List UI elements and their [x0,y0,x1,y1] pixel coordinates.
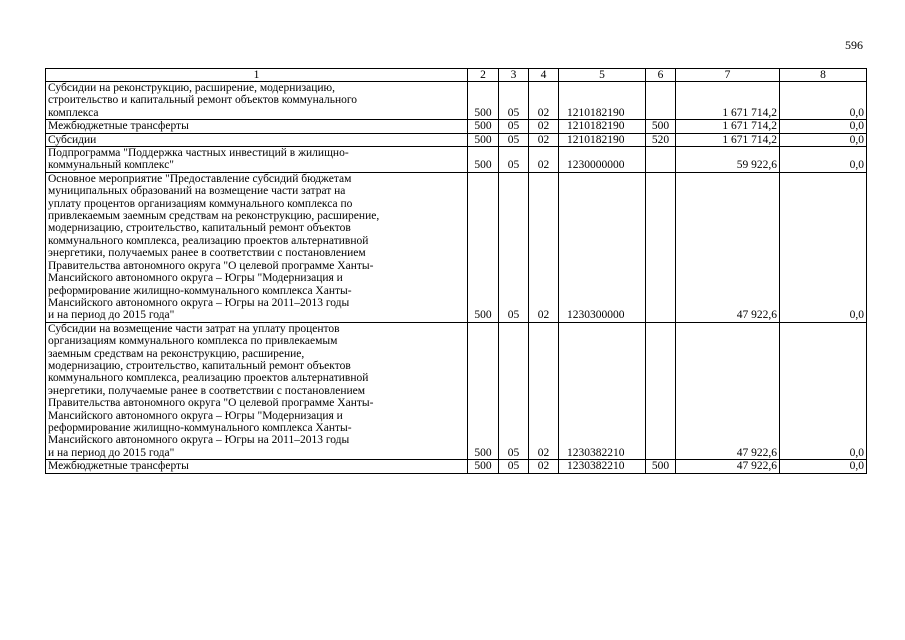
row-col4: 02 [529,322,559,459]
budget-table [45,68,867,474]
col-header-6: 6 [646,69,676,82]
row-col8: 0,0 [780,172,867,322]
row-col4: 02 [529,82,559,120]
row-col2: 500 [468,322,499,459]
row-col6: 500 [646,460,676,473]
row-col7: 47 922,6 [676,322,780,459]
row-col7: 1 671 714,2 [676,82,780,120]
row-col3: 05 [499,82,529,120]
col-header-1: 1 [46,69,468,82]
row-col6: 500 [646,120,676,133]
row-col4: 02 [529,120,559,133]
table-row [46,460,867,473]
row-col3: 05 [499,322,529,459]
row-name: Основное мероприятие "Предоставление субсидий бюджетам муниципальных образований на возмещение части затрат на уплату процентов организациям коммунального комплекса по привлекаемым заемным средствам на реконструкцию, расширение, модернизацию, строительство, капитальный ремонт объектов коммунального комплекса, реализацию проектов альтернативной энергетики, получаемых ранее в соответствии с постановлением Правительства автономного округа "О целевой программе Ханты- Мансийского автономного округа – Югры "Модернизация и реформирование жилищно-коммунального комплекса Ханты- Мансийского автономного округа – Югры на 2011–2013 годы и на период до 2015 года" [46,172,468,322]
col-header-7: 7 [676,69,780,82]
row-col8: 0,0 [780,133,867,146]
row-col2: 500 [468,133,499,146]
row-col5: 1210182190 [559,82,646,120]
row-col2: 500 [468,172,499,322]
row-col5: 1210182190 [559,120,646,133]
row-col4: 02 [529,133,559,146]
row-col3: 05 [499,147,529,173]
row-col8: 0,0 [780,120,867,133]
row-col4: 02 [529,172,559,322]
row-name: Субсидии [46,133,468,146]
table-header-row [46,69,867,82]
table-row [46,120,867,133]
row-col5: 1230300000 [559,172,646,322]
row-col4: 02 [529,147,559,173]
page-number: 596 [845,38,863,52]
row-col7: 47 922,6 [676,172,780,322]
row-col2: 500 [468,460,499,473]
col-header-5: 5 [559,69,646,82]
row-name: Межбюджетные трансферты [46,460,468,473]
row-name: Субсидии на возмещение части затрат на уплату процентов организациям коммунального комплекса по привлекаемым заемным средствам на реконструкцию, расширение, модернизацию, строительство, капитальный ремонт объектов коммунального комплекса, реализацию проектов альтернативной энергетики, получаемые ранее в соответствии с постановлением Правительства автономного округа "О целевой программе Ханты- Мансийского автономного округа – Югры "Модернизация и реформирование жилищно-коммунального комплекса Ханты- Мансийского автономного округа – Югры на 2011–2013 годы и на период до 2015 года" [46,322,468,459]
row-col2: 500 [468,147,499,173]
table-row [46,322,867,459]
row-col8: 0,0 [780,82,867,120]
row-col6 [646,147,676,173]
row-col5: 1210182190 [559,133,646,146]
row-col7: 59 922,6 [676,147,780,173]
row-col8: 0,0 [780,147,867,173]
table-row [46,172,867,322]
col-header-4: 4 [529,69,559,82]
row-col7: 47 922,6 [676,460,780,473]
row-col6 [646,172,676,322]
row-col6: 520 [646,133,676,146]
row-col8: 0,0 [780,460,867,473]
row-col6 [646,82,676,120]
table-row [46,82,867,120]
col-header-8: 8 [780,69,867,82]
table-row [46,133,867,146]
row-col3: 05 [499,120,529,133]
row-col4: 02 [529,460,559,473]
row-col3: 05 [499,460,529,473]
col-header-2: 2 [468,69,499,82]
table-row [46,147,867,173]
row-col3: 05 [499,172,529,322]
row-name: Субсидии на реконструкцию, расширение, модернизацию, строительство и капитальный ремонт объектов коммунального комплекса [46,82,468,120]
row-col3: 05 [499,133,529,146]
row-col2: 500 [468,82,499,120]
row-col5: 1230382210 [559,322,646,459]
row-name: Подпрограмма "Поддержка частных инвестиций в жилищно- коммунальный комплекс" [46,147,468,173]
row-col5: 1230000000 [559,147,646,173]
row-col7: 1 671 714,2 [676,133,780,146]
row-col2: 500 [468,120,499,133]
row-name: Межбюджетные трансферты [46,120,468,133]
row-col7: 1 671 714,2 [676,120,780,133]
row-col5: 1230382210 [559,460,646,473]
row-col6 [646,322,676,459]
col-header-3: 3 [499,69,529,82]
row-col8: 0,0 [780,322,867,459]
